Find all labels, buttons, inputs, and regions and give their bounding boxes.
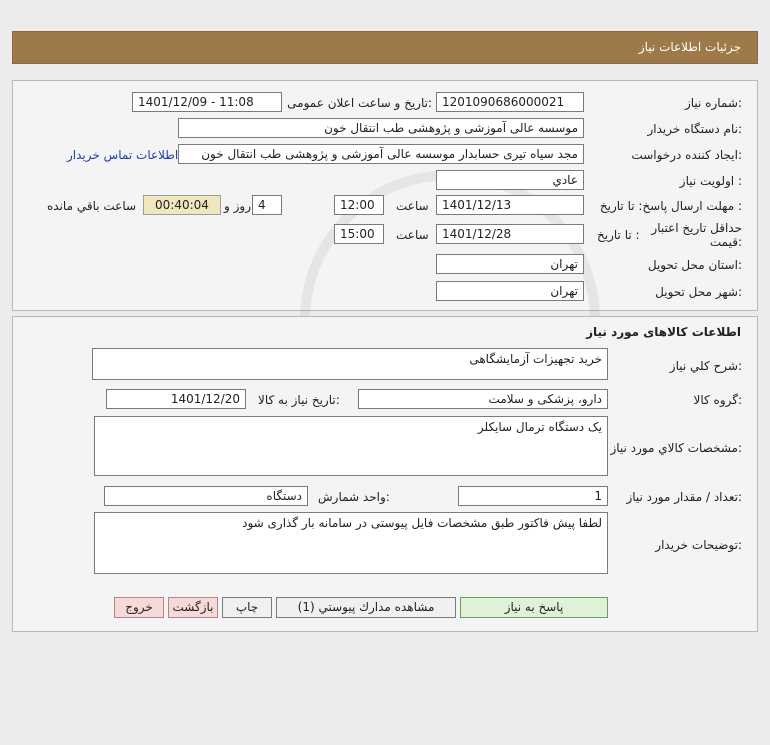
remaining-time-field: 00:40:04	[143, 195, 221, 215]
validity-to-label: تا تاریخ :	[597, 228, 640, 242]
back-button[interactable]: بازگشت	[168, 597, 218, 618]
deadline-time-field: 12:00	[334, 195, 384, 215]
print-button[interactable]: چاپ	[222, 597, 272, 618]
summary-label: شرح کلي نیاز:	[669, 359, 742, 373]
unit-field: دستگاه	[104, 486, 308, 506]
need-date-field: 1401/12/20	[106, 389, 246, 409]
buyer-contact-link[interactable]: اطلاعات تماس خریدار	[67, 148, 179, 162]
need-date-label: تاریخ نیاز به کالا:	[258, 393, 340, 407]
need-info-panel	[12, 80, 758, 311]
notes-field: لطفا پیش فاکتور طبق مشخصات فایل پیوستی در سامانه بار گذاری شود	[94, 512, 608, 574]
priority-field: عادي	[436, 170, 584, 190]
validity-time-field: 15:00	[334, 224, 384, 244]
specs-label: مشخصات کالاي مورد نیاز:	[610, 441, 742, 455]
reply-button[interactable]: پاسخ به نیاز	[460, 597, 608, 618]
days-label: روز و	[224, 199, 251, 213]
validity-label-line2: قیمت:	[709, 235, 742, 249]
goods-panel-title: اطلاعات کالاهای مورد نیاز	[586, 325, 741, 339]
need-number-label: شماره نیاز:	[684, 96, 742, 110]
notes-label: توضیحات خریدار:	[655, 538, 742, 552]
buyer-org-field: موسسه عالی آموزشی و پژوهشی طب انتقال خون	[178, 118, 584, 138]
page-title: جزئیات اطلاعات نیاز	[638, 40, 741, 54]
need-number-field: 1201090686000021	[436, 92, 584, 112]
priority-label: اولویت نیاز :	[679, 174, 742, 188]
specs-field: یک دستگاه ترمال سایکلر	[94, 416, 608, 476]
validity-date-field: 1401/12/28	[436, 224, 584, 244]
requester-field: مجد سیاه تیری حسابدار موسسه عالی آموزشی و پژوهشی طب انتقال خون	[178, 144, 584, 164]
deadline-date-field: 1401/12/13	[436, 195, 584, 215]
exit-button[interactable]: خروج	[114, 597, 164, 618]
city-field: تهران	[436, 281, 584, 301]
requester-label: ایجاد کننده درخواست:	[631, 148, 742, 162]
group-field: دارو، پزشکی و سلامت	[358, 389, 608, 409]
qty-field: 1	[458, 486, 608, 506]
deadline-time-label: ساعت	[396, 199, 429, 213]
summary-field: خرید تجهیزات آزمایشگاهی	[92, 348, 608, 380]
deadline-label: مهلت ارسال پاسخ: تا تاریخ :	[599, 199, 742, 213]
validity-time-label: ساعت	[396, 228, 429, 242]
page-header	[12, 31, 758, 64]
city-label: شهر محل تحویل:	[655, 285, 742, 299]
group-label: گروه کالا:	[693, 393, 742, 407]
remaining-label: ساعت باقي مانده	[47, 199, 137, 213]
unit-label: واحد شمارش:	[318, 490, 390, 504]
province-label: استان محل تحویل:	[647, 258, 742, 272]
province-field: تهران	[436, 254, 584, 274]
announce-label: تاریخ و ساعت اعلان عمومی:	[287, 96, 432, 110]
validity-label-line1: حداقل تاریخ اعتبار	[651, 221, 742, 235]
days-field: 4	[252, 195, 282, 215]
attachments-button[interactable]: مشاهده مدارك پیوستي (1)	[276, 597, 456, 618]
announce-field: 1401/12/09 - 11:08	[132, 92, 282, 112]
qty-label: تعداد / مقدار مورد نیاز:	[626, 490, 742, 504]
buyer-org-label: نام دستگاه خریدار:	[647, 122, 742, 136]
